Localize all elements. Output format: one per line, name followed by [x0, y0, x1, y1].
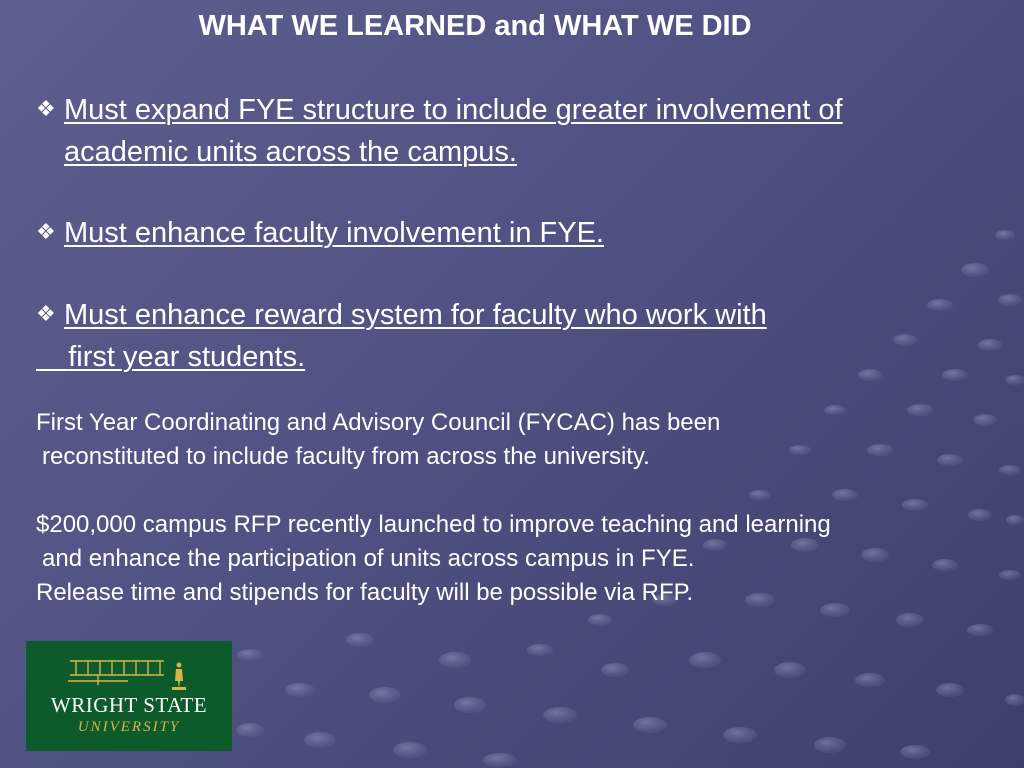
bullet-line: first year students.: [68, 341, 306, 373]
logo-wordmark-bottom: UNIVERSITY: [77, 719, 181, 735]
slide-title: WHAT WE LEARNED and WHAT WE DID: [198, 10, 752, 42]
bullet-expand-fye: [36, 88, 996, 173]
bullet-line: academic units across the campus.: [64, 136, 517, 168]
paragraph-line: and enhance the participation of units across campus in FYE.: [42, 545, 695, 572]
bullet-faculty-involvement: [36, 211, 996, 254]
diamond-bullet-icon: ❖: [36, 96, 56, 121]
bullet-line: Must expand FYE structure to include greater involvement of: [64, 94, 843, 126]
paragraph-line: $200,000 campus RFP recently launched to improve teaching and learning: [36, 511, 831, 538]
paragraph-fycac: [36, 406, 1006, 474]
wright-state-logo: [26, 641, 232, 751]
wright-flyer-icon: [68, 655, 192, 691]
diamond-bullet-icon: ❖: [36, 219, 56, 244]
paragraph-rfp: [36, 508, 1006, 610]
paragraph-line: Release time and stipends for faculty will be possible via RFP.: [36, 579, 694, 606]
bullet-line: Must enhance faculty involvement in FYE.: [64, 217, 604, 249]
bullet-reward-system: [36, 293, 996, 378]
logo-wordmark-top: WRIGHT STATE: [50, 693, 208, 717]
paragraph-line: reconstituted to include faculty from across the university.: [42, 443, 650, 470]
bullet-line: Must enhance reward system for faculty who work with: [64, 299, 767, 331]
paragraph-line: First Year Coordinating and Advisory Council (FYCAC) has been: [36, 409, 721, 436]
diamond-bullet-icon: ❖: [36, 301, 56, 326]
